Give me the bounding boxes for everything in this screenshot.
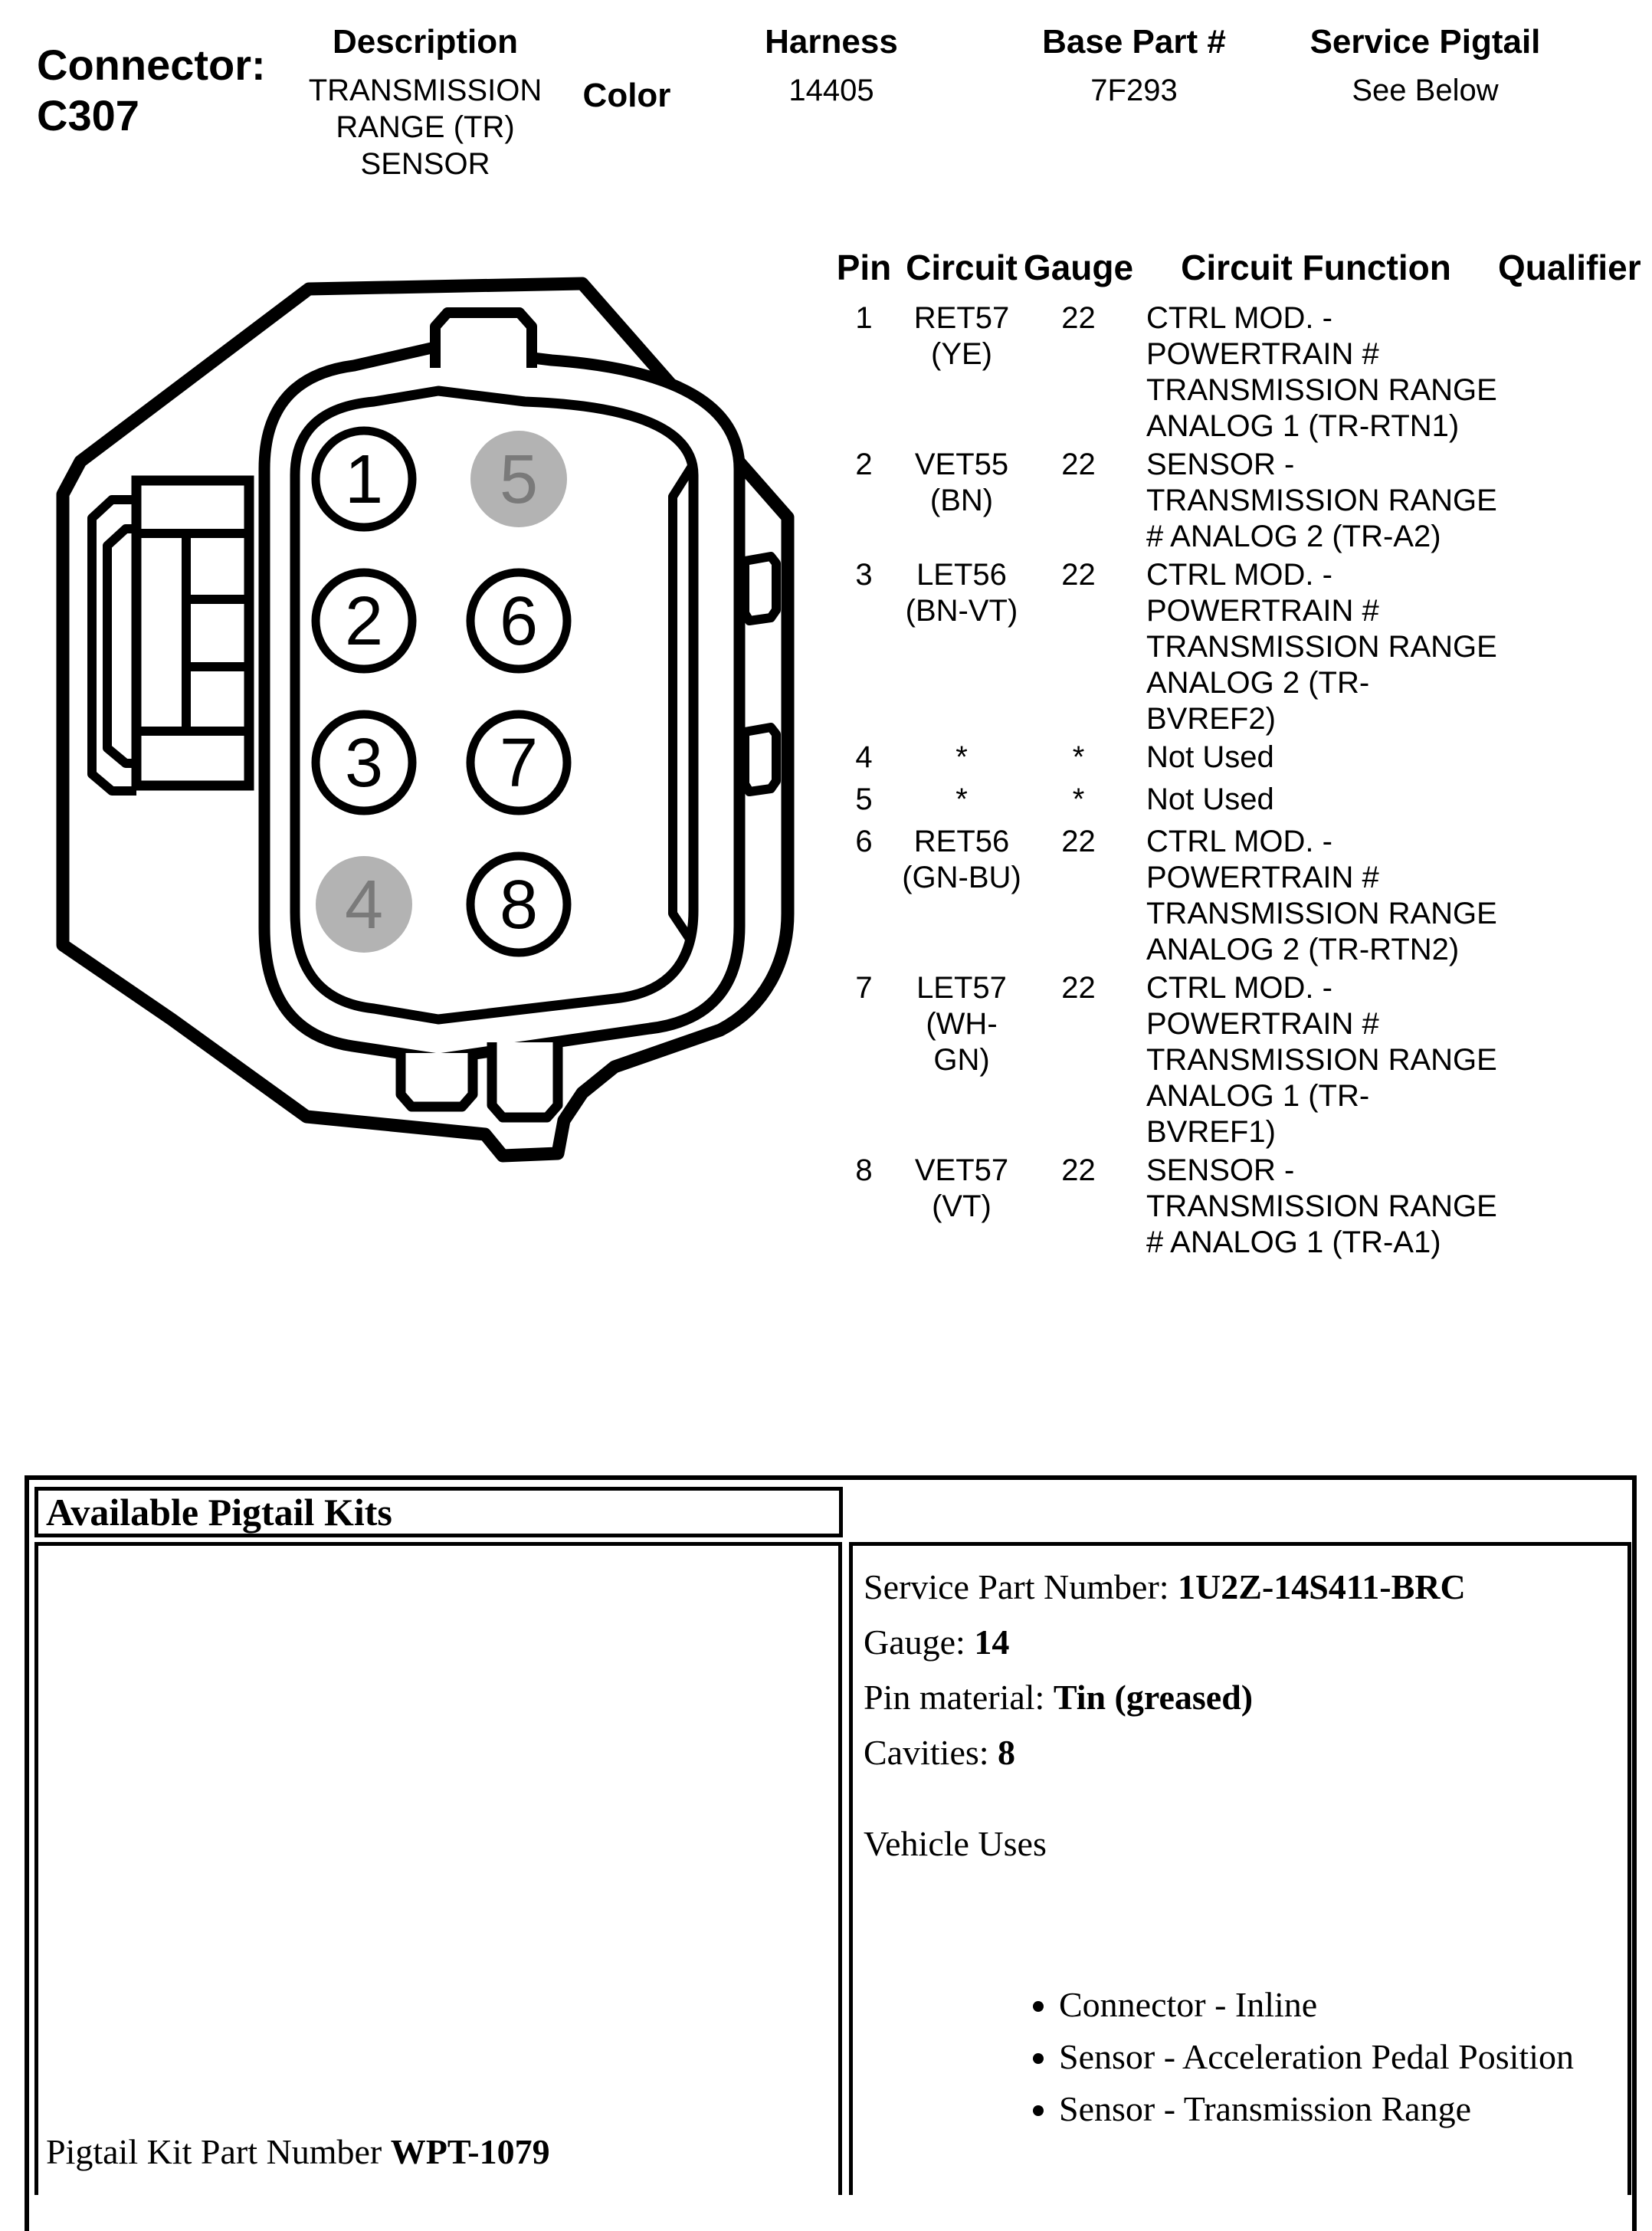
cell-function: SENSOR - TRANSMISSION RANGE # ANALOG 2 (TR-A2) bbox=[1146, 448, 1497, 553]
connector-bottom-center-tab bbox=[401, 1053, 473, 1107]
service-part-number-line bbox=[864, 1560, 1617, 1615]
cell-qualifier bbox=[1498, 300, 1629, 445]
harness-value: 14405 bbox=[788, 74, 874, 107]
cell-gauge: * bbox=[1072, 740, 1085, 774]
cell-circuit-color: (VT) bbox=[932, 1189, 992, 1223]
cell-circuit-color: (BN) bbox=[929, 484, 994, 517]
pin-table-row bbox=[828, 447, 1629, 555]
pigtail-kit-part-number-value: WPT-1079 bbox=[390, 2132, 550, 2171]
cell-gauge: 22 bbox=[1061, 301, 1096, 335]
pin-table bbox=[828, 247, 1641, 1263]
pin-material-line bbox=[864, 1670, 1617, 1725]
vehicle-uses-list bbox=[864, 1979, 1617, 2135]
pin-table-row bbox=[828, 970, 1629, 1150]
cavities-line bbox=[864, 1725, 1617, 1780]
pigtail-kit-part-number-label: Pigtail Kit Part Number bbox=[46, 2132, 391, 2171]
cell-circuit: RET56 (GN-BU) bbox=[900, 824, 1023, 968]
header-service-pigtail bbox=[1303, 23, 1548, 109]
pin-1-number: 1 bbox=[344, 441, 384, 518]
pin-table-row bbox=[828, 740, 1629, 776]
pin-table-row bbox=[828, 824, 1629, 968]
cell-circuit-color: (GN-BU) bbox=[902, 861, 1021, 894]
cell-gauge: 22 bbox=[1061, 448, 1096, 481]
description-value: TRANSMISSION RANGE (TR) SENSOR bbox=[308, 74, 542, 181]
cell-pin: 4 bbox=[855, 740, 873, 774]
service-part-number-label: Service Part Number: bbox=[864, 1567, 1178, 1606]
pin-4-number: 4 bbox=[344, 867, 384, 943]
cell-circuit: * bbox=[955, 782, 968, 816]
cell-qualifier bbox=[1498, 447, 1629, 555]
pin-table-body bbox=[828, 300, 1629, 1261]
pin-8-number: 8 bbox=[499, 867, 539, 943]
pin-5-number: 5 bbox=[499, 441, 539, 518]
connector-id-title bbox=[37, 40, 266, 141]
cell-pin: 8 bbox=[855, 1153, 873, 1187]
harness-label: Harness bbox=[765, 23, 898, 61]
color-label: Color bbox=[582, 77, 671, 114]
col-header-function: Circuit Function bbox=[1181, 248, 1451, 287]
cell-pin: 6 bbox=[855, 825, 873, 858]
cell-pin: 5 bbox=[855, 782, 873, 816]
cell-circuit: LET57 (WH-GN) bbox=[900, 970, 1023, 1150]
pin-table-row bbox=[828, 1153, 1629, 1261]
cell-circuit-color: (BN-VT) bbox=[905, 594, 1018, 628]
gauge-label: Gauge: bbox=[864, 1622, 975, 1662]
cell-qualifier bbox=[1498, 970, 1629, 1150]
cell-gauge: * bbox=[1072, 782, 1085, 816]
cell-pin: 2 bbox=[855, 448, 873, 481]
service-pigtail-value: See Below bbox=[1352, 74, 1499, 107]
cell-gauge: 22 bbox=[1061, 971, 1096, 1005]
cell-function: CTRL MOD. - POWERTRAIN # TRANSMISSION RANGE ANALOG 2 (TR-RTN2) bbox=[1146, 825, 1497, 966]
header-description bbox=[293, 23, 558, 182]
pin-table-row bbox=[828, 300, 1629, 445]
cell-circuit: VET57 (VT) bbox=[900, 1153, 1023, 1261]
cell-pin: 3 bbox=[855, 558, 873, 592]
cell-qualifier bbox=[1498, 782, 1629, 818]
cell-circuit-color: (YE) bbox=[931, 337, 992, 371]
pin-7-number: 7 bbox=[499, 725, 539, 802]
available-pigtail-kits-title: Available Pigtail Kits bbox=[46, 1491, 392, 1534]
col-header-circuit: Circuit bbox=[906, 248, 1018, 287]
cell-qualifier bbox=[1498, 824, 1629, 968]
pin-table-row bbox=[828, 782, 1629, 818]
vehicle-use-item: • Sensor - Acceleration Pedal Position bbox=[1059, 2031, 1617, 2083]
connector-label: Connector: bbox=[37, 41, 266, 89]
service-pigtail-label: Service Pigtail bbox=[1309, 23, 1541, 61]
vehicle-use-item: • Sensor - Transmission Range bbox=[1059, 2083, 1617, 2135]
gauge-line bbox=[864, 1615, 1617, 1670]
header-color bbox=[558, 77, 696, 126]
cell-circuit: * bbox=[955, 740, 968, 774]
cell-function: CTRL MOD. - POWERTRAIN # TRANSMISSION RANGE ANALOG 2 (TR-BVREF2) bbox=[1146, 558, 1497, 736]
vehicle-uses-title: Vehicle Uses bbox=[864, 1824, 1047, 1863]
col-header-pin: Pin bbox=[836, 248, 892, 287]
cell-qualifier bbox=[1498, 557, 1629, 737]
latch-ladder-frame bbox=[136, 481, 249, 786]
connector-right-slot-top bbox=[745, 556, 776, 621]
description-label: Description bbox=[332, 23, 519, 61]
cavities-value: 8 bbox=[998, 1733, 1016, 1772]
col-header-qualifier: Qualifier bbox=[1498, 248, 1641, 287]
connector-bottom-right-tab bbox=[492, 1042, 558, 1117]
cell-circuit-color: (WH-GN) bbox=[926, 1007, 998, 1077]
cell-circuit: VET55 (BN) bbox=[900, 447, 1023, 555]
pin-material-label: Pin material: bbox=[864, 1678, 1054, 1717]
header-base-part bbox=[1019, 23, 1249, 109]
pin-3-number: 3 bbox=[344, 725, 384, 802]
connector-id: C307 bbox=[37, 91, 139, 139]
base-part-label: Base Part # bbox=[1042, 23, 1226, 61]
cell-qualifier bbox=[1498, 740, 1629, 776]
cell-pin: 7 bbox=[855, 971, 873, 1005]
cell-circuit: LET56 (BN-VT) bbox=[900, 557, 1023, 737]
pin-table-header bbox=[828, 247, 1641, 288]
cell-function: CTRL MOD. - POWERTRAIN # TRANSMISSION RANGE ANALOG 1 (TR-RTN1) bbox=[1146, 301, 1497, 443]
service-part-box bbox=[849, 1542, 1631, 2195]
header-harness bbox=[736, 23, 927, 109]
cell-circuit: RET57 (YE) bbox=[900, 300, 1023, 445]
pigtail-kit-part-number-line bbox=[46, 2131, 550, 2172]
cell-gauge: 22 bbox=[1061, 558, 1096, 592]
cell-pin: 1 bbox=[855, 301, 873, 335]
gauge-value: 14 bbox=[974, 1622, 1010, 1662]
pin-table-row bbox=[828, 557, 1629, 737]
cavities-label: Cavities: bbox=[864, 1733, 998, 1772]
pigtail-kits-content-box bbox=[34, 1542, 842, 2195]
connector-top-tab bbox=[435, 313, 532, 368]
cell-function: SENSOR - TRANSMISSION RANGE # ANALOG 1 (TR-A1) bbox=[1146, 1153, 1497, 1259]
cell-function: CTRL MOD. - POWERTRAIN # TRANSMISSION RANGE ANALOG 1 (TR-BVREF1) bbox=[1146, 971, 1497, 1149]
base-part-value: 7F293 bbox=[1090, 74, 1178, 107]
pin-6-number: 6 bbox=[499, 583, 539, 660]
cell-function: Not Used bbox=[1146, 740, 1274, 774]
service-part-number-value: 1U2Z-14S411-BRC bbox=[1178, 1567, 1466, 1606]
cell-gauge: 22 bbox=[1061, 1153, 1096, 1187]
cell-qualifier bbox=[1498, 1153, 1629, 1261]
vehicle-use-item: • Connector - Inline bbox=[1059, 1979, 1617, 2031]
connector-diagram bbox=[46, 253, 812, 1203]
cell-function: Not Used bbox=[1146, 782, 1274, 816]
available-pigtail-kits-box bbox=[34, 1487, 843, 1537]
col-header-gauge: Gauge bbox=[1023, 248, 1134, 287]
pin-2-number: 2 bbox=[344, 583, 384, 660]
connector-right-slot-bottom bbox=[745, 727, 776, 792]
cell-gauge: 22 bbox=[1061, 825, 1096, 858]
pin-material-value: Tin (greased) bbox=[1053, 1678, 1254, 1717]
